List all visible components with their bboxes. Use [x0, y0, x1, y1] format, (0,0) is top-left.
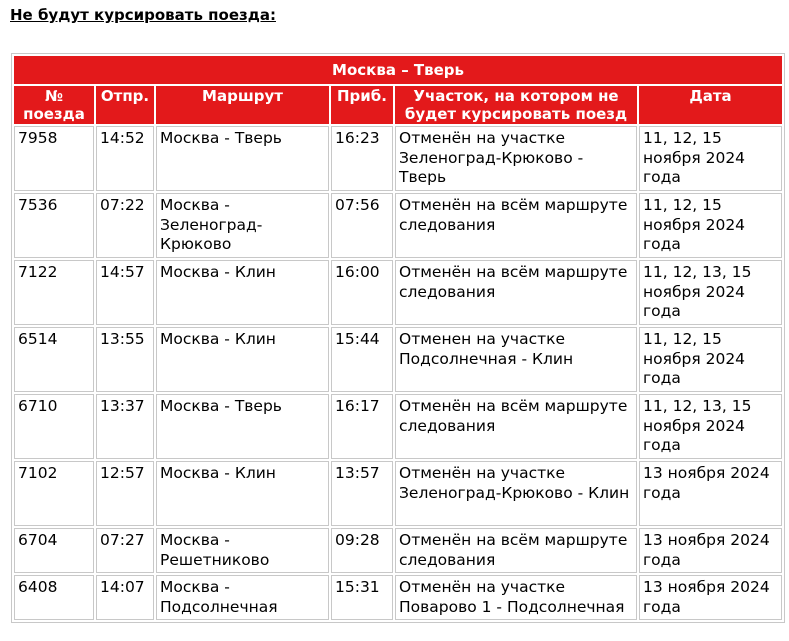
- header-date: Дата: [639, 86, 782, 124]
- cell-number: 6704: [14, 528, 94, 573]
- cell-number: 6514: [14, 327, 94, 392]
- cell-arrival: 13:57: [331, 461, 393, 526]
- cell-date: 11, 12, 13, 15 ноября 2024 года: [639, 394, 782, 459]
- cell-number: 7958: [14, 126, 94, 191]
- header-section: Участок, на котором не будет курсировать поезд: [395, 86, 637, 124]
- header-departure: Отпр.: [96, 86, 154, 124]
- table-row: [14, 461, 782, 526]
- page-heading: Не будут курсировать поезда:: [10, 6, 276, 24]
- cell-departure: 14:52: [96, 126, 154, 191]
- cell-departure: 07:27: [96, 528, 154, 573]
- cell-number: 7536: [14, 193, 94, 258]
- table-row: [14, 575, 782, 620]
- cell-departure: 12:57: [96, 461, 154, 526]
- cancelled-trains-table: [11, 53, 785, 623]
- cell-route: Москва - Подсолнечная: [156, 575, 329, 620]
- cell-route: Москва - Клин: [156, 327, 329, 392]
- cell-route: Москва - Тверь: [156, 126, 329, 191]
- table-row: [14, 126, 782, 191]
- cell-route: Москва - Тверь: [156, 394, 329, 459]
- cell-number: 6408: [14, 575, 94, 620]
- cell-section: Отменён на участке Поварово 1 - Подсолнечная: [395, 575, 637, 620]
- cell-section: Отменён на всём маршруте следования: [395, 394, 637, 459]
- cell-departure: 14:57: [96, 260, 154, 325]
- cell-arrival: 16:23: [331, 126, 393, 191]
- table-row: [14, 528, 782, 573]
- cell-section: Отменён на участке Зеленоград-Крюково - Клин: [395, 461, 637, 526]
- cell-date: 13 ноября 2024 года: [639, 461, 782, 526]
- cell-arrival: 15:44: [331, 327, 393, 392]
- cell-route: Москва - Решетниково: [156, 528, 329, 573]
- table-row: [14, 394, 782, 459]
- cell-departure: 13:55: [96, 327, 154, 392]
- cell-route: Москва - Зеленоград-Крюково: [156, 193, 329, 258]
- header-route: Маршрут: [156, 86, 329, 124]
- cell-date: 13 ноября 2024 года: [639, 575, 782, 620]
- cell-section: Отменён на всём маршруте следования: [395, 260, 637, 325]
- table-row: [14, 193, 782, 258]
- cell-route: Москва - Клин: [156, 260, 329, 325]
- cell-date: 11, 12, 15 ноября 2024 года: [639, 193, 782, 258]
- cell-date: 11, 12, 13, 15 ноября 2024 года: [639, 260, 782, 325]
- header-number: № поезда: [14, 86, 94, 124]
- cell-date: 11, 12, 15 ноября 2024 года: [639, 126, 782, 191]
- cell-section: Отменён на всём маршруте следования: [395, 528, 637, 573]
- cell-route: Москва - Клин: [156, 461, 329, 526]
- cell-date: 11, 12, 15 ноября 2024 года: [639, 327, 782, 392]
- cell-section: Отменён на участке Зеленоград-Крюково - Тверь: [395, 126, 637, 191]
- cell-date: 13 ноября 2024 года: [639, 528, 782, 573]
- table-row: [14, 327, 782, 392]
- cell-arrival: 09:28: [331, 528, 393, 573]
- table-section-title: Москва – Тверь: [14, 56, 782, 84]
- cell-departure: 13:37: [96, 394, 154, 459]
- cell-arrival: 16:00: [331, 260, 393, 325]
- cell-section: Отменён на всём маршруте следования: [395, 193, 637, 258]
- table-row: [14, 260, 782, 325]
- cell-departure: 07:22: [96, 193, 154, 258]
- cell-number: 6710: [14, 394, 94, 459]
- cell-number: 7122: [14, 260, 94, 325]
- cell-arrival: 07:56: [331, 193, 393, 258]
- cell-arrival: 15:31: [331, 575, 393, 620]
- cell-departure: 14:07: [96, 575, 154, 620]
- header-arrival: Приб.: [331, 86, 393, 124]
- cell-section: Отменен на участке Подсолнечная - Клин: [395, 327, 637, 392]
- cell-arrival: 16:17: [331, 394, 393, 459]
- cell-number: 7102: [14, 461, 94, 526]
